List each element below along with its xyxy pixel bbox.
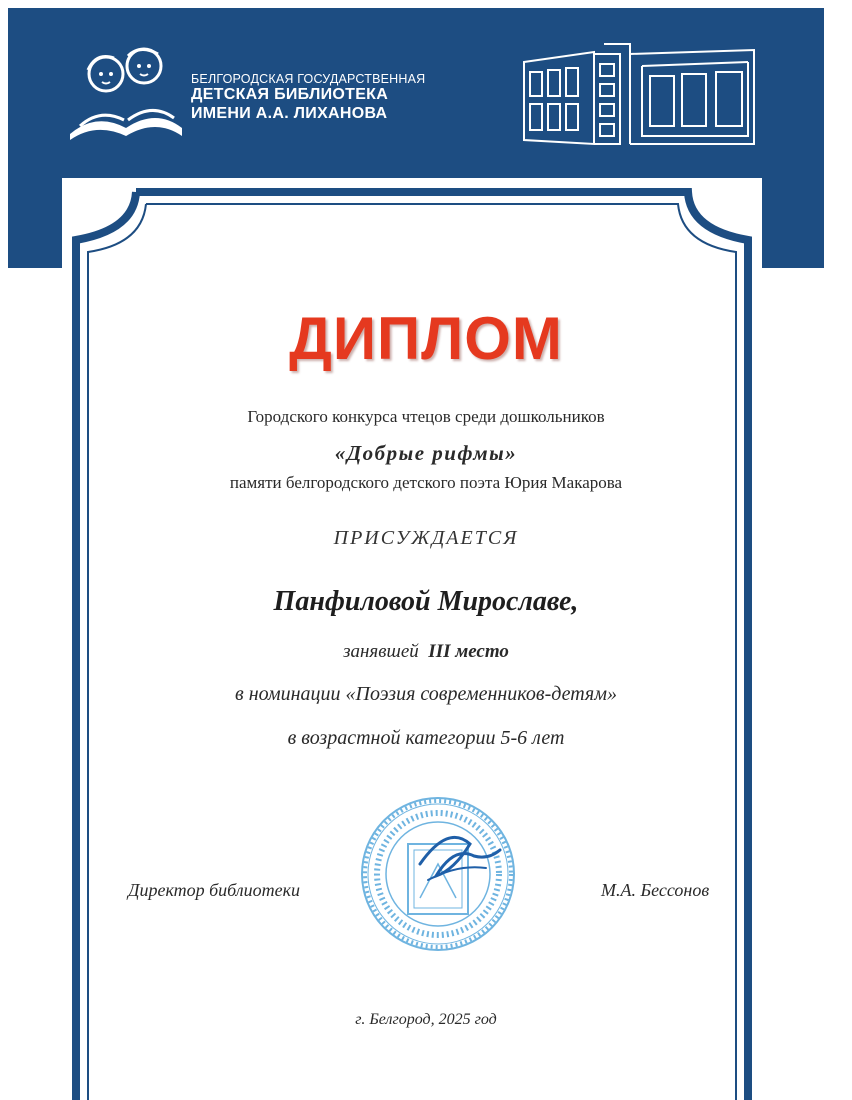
awarded-word: ПРИСУЖДАЕТСЯ — [333, 527, 519, 549]
director-name: М.А. Бессонов — [601, 880, 710, 900]
library-name-line3: ИМЕНИ А.А. ЛИХАНОВА — [191, 104, 388, 122]
memory-line: памяти белгородского детского поэта Юрия Макарова — [229, 473, 623, 492]
contest-line: Городского конкурса чтецов среди дошкольников — [247, 407, 605, 426]
place-prefix: занявшей — [343, 641, 419, 662]
age-category-line: в возрастной категории 5-6 лет — [287, 727, 565, 749]
library-name-line1: БЕЛГОРОДСКАЯ ГОСУДАРСТВЕННАЯ — [191, 72, 426, 86]
city-year: г. Белгород, 2025 год — [355, 1011, 497, 1028]
library-building-icon — [520, 40, 760, 150]
place-line — [0, 641, 852, 663]
diploma-title: ДИПЛОМ — [289, 305, 563, 372]
official-stamp-icon — [358, 794, 518, 954]
nomination-line: в номинации «Поэзия современников-детям» — [235, 683, 617, 705]
children-reading-book-icon — [66, 44, 186, 142]
library-name — [191, 72, 425, 123]
recipient-name: Панфиловой Мирославе, — [273, 586, 579, 617]
director-position: Директор библиотеки — [128, 880, 301, 900]
contest-name: «Добрые рифмы» — [334, 441, 518, 465]
library-name-line2: ДЕТСКАЯ БИБЛИОТЕКА — [191, 86, 389, 104]
place-value: III место — [428, 641, 509, 662]
